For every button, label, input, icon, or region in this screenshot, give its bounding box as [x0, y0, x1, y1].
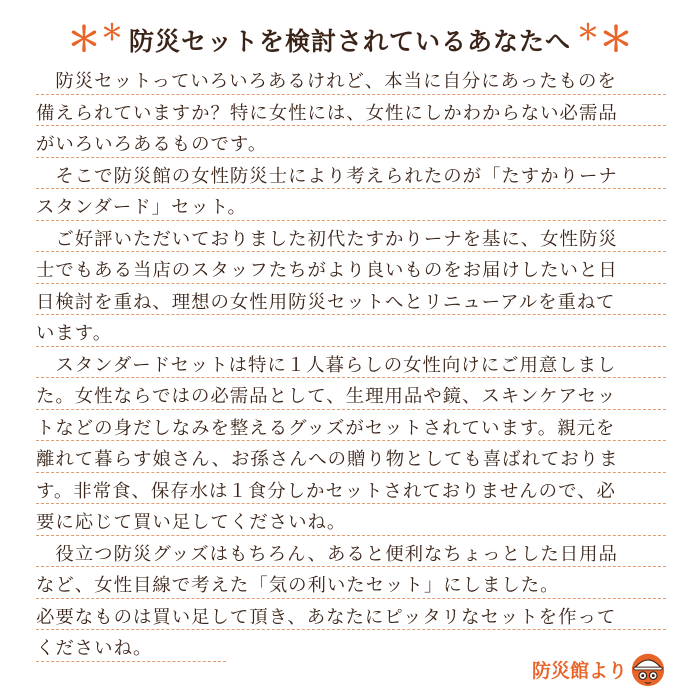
text-line: くださいね。	[36, 633, 666, 665]
helmet-mascot-icon	[629, 650, 667, 688]
text-line: た。女性ならではの必需品として、生理用品や鏡、スキンケアセッ	[36, 381, 666, 413]
text-line: ご好評いただいておりました初代たすかりーナを基に、女性防災	[36, 224, 666, 256]
page-title-text: 防災セットを検討されているあなたへ	[128, 27, 571, 56]
text-line: 要に応じて買い足してくださいね。	[36, 507, 666, 539]
logo-text: 防災館より	[532, 659, 628, 682]
text-line: 備えられていますか？特に女性には、女性にしかわからない必需品	[36, 98, 666, 130]
asterisk-icon: ＊	[66, 20, 101, 60]
text-line: 日検討を重ね、理想の女性用防災セットへとリニューアルを重ねて	[36, 287, 666, 319]
text-line: す。非常食、保存水は１食分しかセットされておりませんので、必	[36, 476, 666, 508]
logo	[532, 650, 667, 688]
text-line: 必要なものは買い足して頂き、あなたにピッタリなセットを作って	[36, 602, 666, 634]
text-line: そこで防災館の女性防災士により考えられたのが「たすかりーナ	[36, 161, 666, 193]
asterisk-icon: ＊	[100, 21, 123, 46]
asterisk-icon: ＊	[599, 20, 634, 60]
text-line: スタンダードセットは特に１人暮らしの女性向けにご用意しまし	[36, 350, 666, 382]
text-line: います。	[36, 318, 666, 350]
text-line: 士でもある当店のスタッフたちがより良いものをお届けしたいと日	[36, 255, 666, 287]
body-text	[36, 66, 666, 665]
text-line: 防災セットっていろいろあるけれど、本当に自分にあったものを	[36, 66, 666, 98]
text-line: など、女性目線で考えた「気の利いたセット」にしました。	[36, 570, 666, 602]
text-line: がいろいろあるものです。	[36, 129, 666, 161]
text-line: 役立つ防災グッズはもちろん、あると便利なちょっとした日用品	[36, 539, 666, 571]
page-title	[0, 20, 700, 60]
text-line: スタンダード」セット。	[36, 192, 666, 224]
text-line: トなどの身だしなみを整えるグッズがセットされています。親元を	[36, 413, 666, 445]
asterisk-icon: ＊	[577, 21, 600, 46]
text-line: 離れて暮らす娘さん、お孫さんへの贈り物としても喜ばれておりま	[36, 444, 666, 476]
